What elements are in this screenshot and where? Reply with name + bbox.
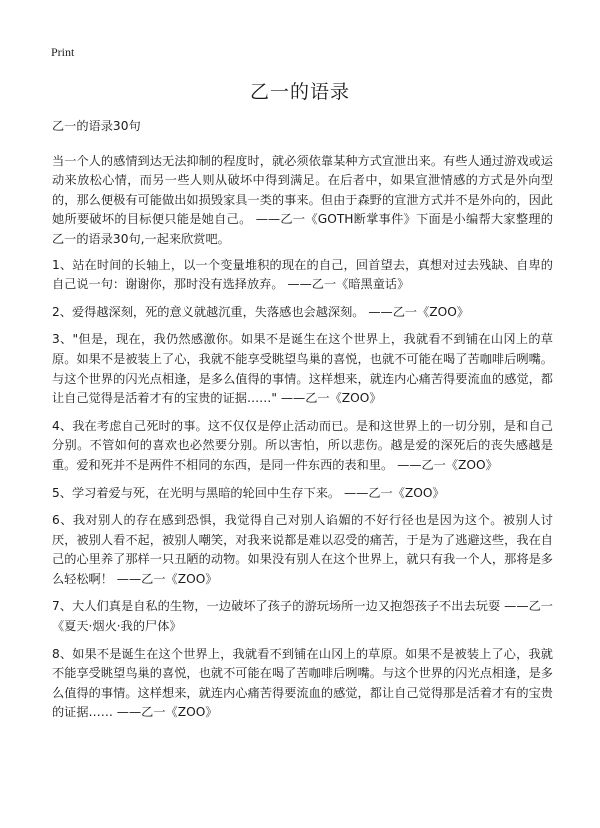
- quote-item-4: 4、我在考虑自己死时的事。这不仅仅是停止活动而已。是和这世界上的一切分别，是和自己分别。不管如何的喜欢也必然要分别。所以害怕，所以悲伤。越是爱的深死后的丧失感越是重。爱和死并不是两件不相同的东西，是同一件东西的表和里。 ——乙一《ZOO》: [52, 418, 553, 472]
- quote-item-2: 2、爱得越深刻，死的意义就越沉重，失落感也会越深刻。 ——乙一《ZOO》: [52, 304, 469, 319]
- page-title: 乙一的语录: [249, 81, 350, 103]
- intro-paragraph: 当一个人的感情到达无法抑制的程度时，就必须依靠某种方式宣泄出来。有些人通过游戏或运动来放松心情，而另一些人则从破坏中得到满足。在后者中，如果宣泄情感的方式是外向型的，那么便极有可能做出如损毁家具一类的事来。但由于森野的宣泄方式并不是外向的，因此她所要破坏的目标便只能是她自己。 ——乙一《GOTH断掌事件》下面是小编帮大家整理的乙一的语录30句,一起来欣赏吧。: [52, 153, 553, 246]
- article-body: [52, 117, 553, 731]
- quote-item-5: 5、学习着爱与死，在光明与黑暗的轮回中生存下来。 ——乙一《ZOO》: [52, 485, 445, 500]
- quote-item-1: 1、站在时间的长轴上，以一个变量堆积的现在的自己，回首望去，真想对过去残缺、自卑的自己说一句：谢谢你，那时没有选择放弃。 ——乙一《暗黑童话》: [52, 257, 553, 292]
- article-subtitle: 乙一的语录30句: [52, 119, 141, 133]
- quote-item-7: 7、大人们真是自私的生物，一边破坏了孩子的游玩场所一边又抱怨孩子不出去玩耍 ——乙一《夏天·烟火·我的尸体》: [52, 599, 553, 634]
- quote-item-3: 3、"但是，现在，我仍然感激你。如果不是诞生在这个世界上，我就看不到铺在山冈上的草原。如果不是被装上了心，我就不能享受眺望鸟巢的喜悦，也就不可能在喝了苦咖啡后咧嘴。与这个世界的闪光点相逢，是多么值得的事情。这样想来，就连内心痛苦得要流血的感觉，都让自己觉得是活着才有的宝贵的证据……" ——乙一《ZOO》: [52, 332, 553, 406]
- quote-item-6: 6、我对别人的存在感到恐惧，我觉得自己对别人谄媚的不好行径也是因为这个。被别人讨厌，被别人看不起，被别人嘲笑，对我来说都是难以忍受的痛苦，于是为了逃避这些，我在自己的心里养了那样一只丑陋的动物。如果没有别人在这个世界上，就只有我一个人，那将是多么轻松啊！ ——乙一《ZOO》: [52, 513, 553, 586]
- print-link[interactable]: Print: [51, 45, 75, 59]
- quote-item-8: 8、如果不是诞生在这个世界上，我就看不到铺在山冈上的草原。如果不是被装上了心，我就不能享受眺望鸟巢的喜悦，也就不可能在喝了苦咖啡后咧嘴。与这个世界的闪光点相逢，是多么值得的事情。这样想来，就连内心痛苦得要流血的感觉，都让自己觉得那是活着才有的宝贵的证据…… ——乙一《ZOO》: [52, 646, 553, 720]
